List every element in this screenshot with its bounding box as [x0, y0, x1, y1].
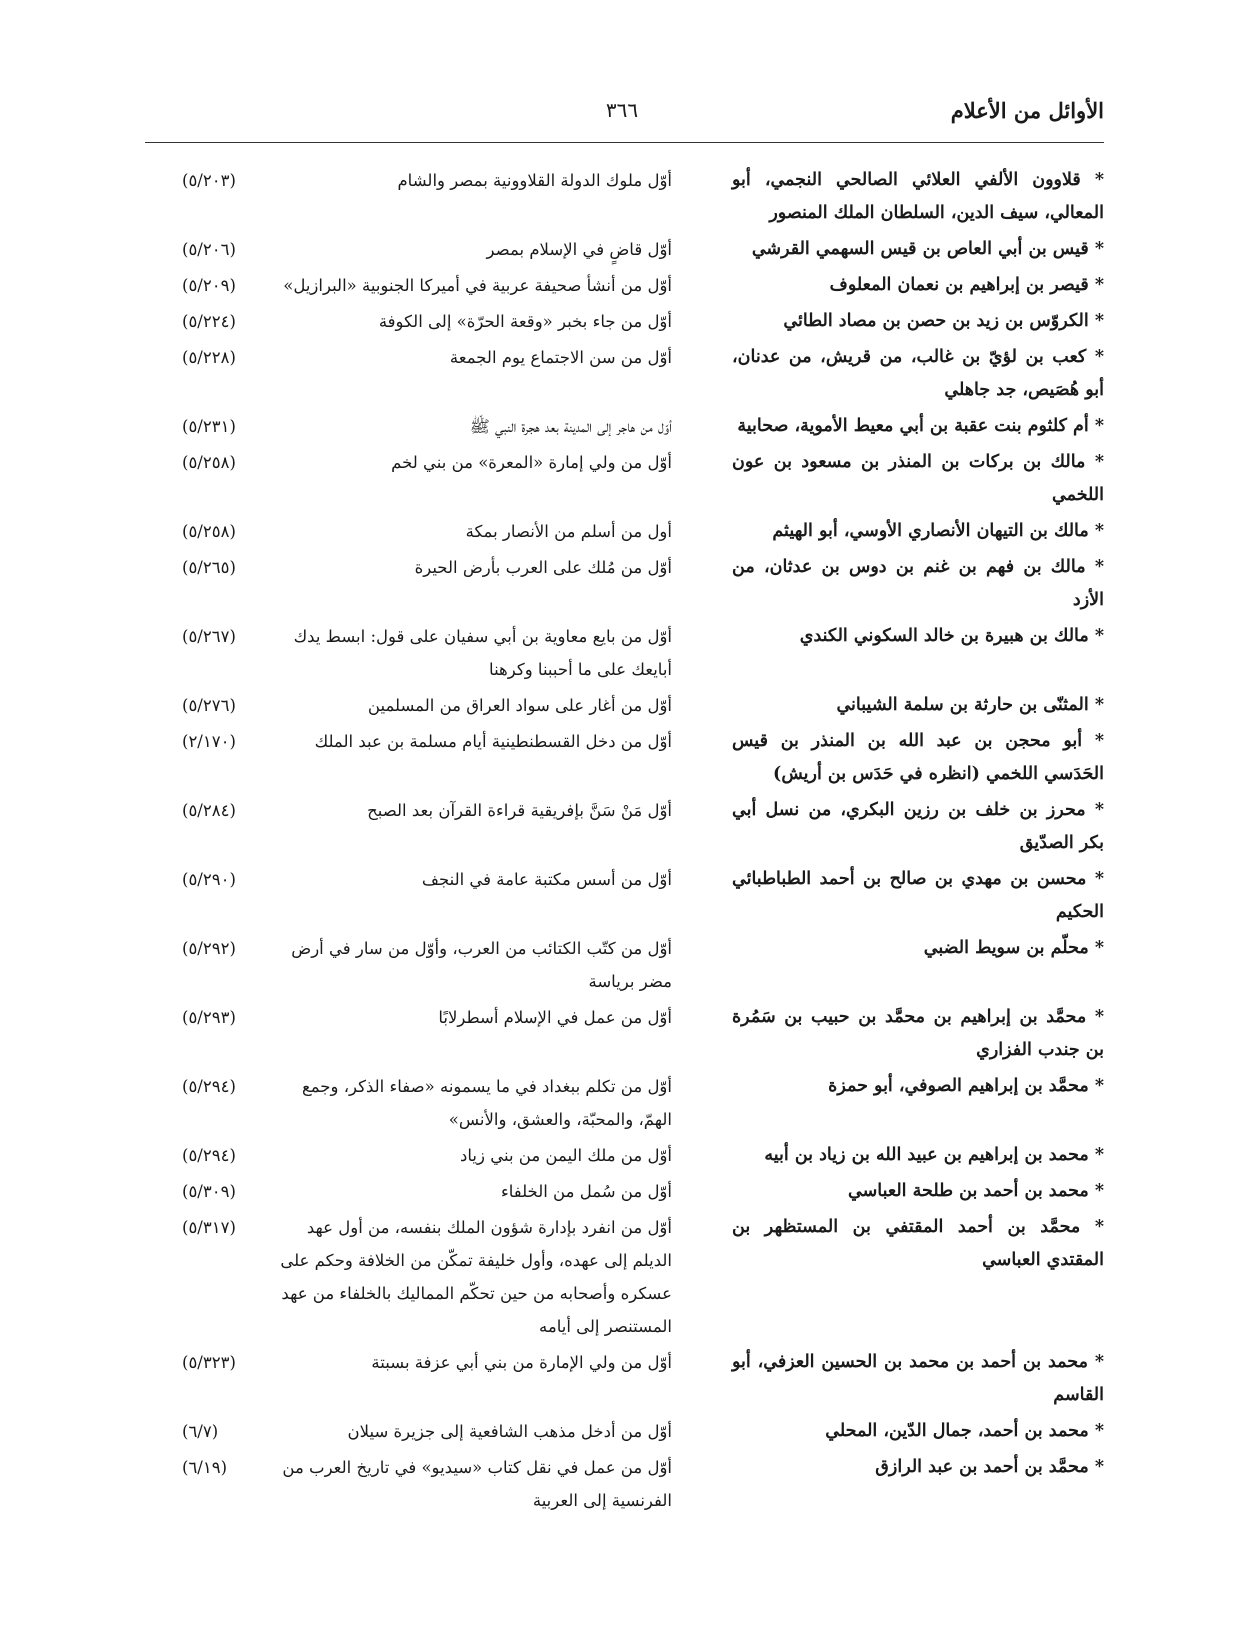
entry-first-achievement: أوّل من عمل في الإسلام أسطرلابًا [438, 1008, 672, 1027]
entry-first-achievement: أوّل ملوك الدولة القلاوونية بمصر والشام [397, 171, 672, 190]
entry-name: * محمَّد بن أحمد بن عبد الرازق [875, 1457, 1104, 1477]
entry-first-achievement: أوّل من تكلم ببغداد في ما يسمونه «صفاء الذكر، وجمع الهمّ، والمحبّة، والعشق، والأنس» [301, 1077, 672, 1129]
entry-reference: (٥/٣١٧) [182, 1218, 236, 1237]
running-title: الأوائل من الأعلام [950, 98, 1104, 123]
entry-row [142, 620, 1104, 686]
page-header [140, 92, 1104, 132]
entry-first-achievement: أوّل من سُمل من الخلفاء [500, 1182, 672, 1201]
entry-reference: (٥/٢٣١) [182, 417, 236, 436]
entry-row [142, 305, 1104, 338]
entry-name: * مالك بن التيهان الأنصاري الأوسي، أبو الهيثم [772, 521, 1104, 541]
entry-reference: (٥/٢٩٢) [182, 939, 236, 958]
entry-row [142, 1211, 1104, 1343]
entry-first-achievement: أوّل مَنْ سَنَّ بإفريقية قراءة القرآن بعد الصبح [367, 801, 672, 820]
entry-first-achievement: أوّل من سن الاجتماع يوم الجمعة [449, 348, 672, 367]
entry-name: * محمَّد بن أحمد المقتفي بن المستظهر بن المقتدي العباسي [732, 1217, 1104, 1270]
entry-first-achievement: أوّل قاضٍ في الإسلام بمصر [486, 240, 672, 259]
entry-name: * محمَّد بن إبراهيم بن محمَّد بن حبيب بن سَمُرة بن جندب الفزاري [732, 1007, 1104, 1060]
entry-first-achievement: أوّل من ولي الإمارة من بني أبي عزفة بسبتة [371, 1353, 672, 1372]
entry-row [142, 1415, 1104, 1448]
entry-row [142, 164, 1104, 230]
header-rule [145, 142, 1104, 143]
entry-reference: (٢/١٧٠) [182, 732, 236, 751]
entry-row [142, 269, 1104, 302]
entry-row [142, 932, 1104, 998]
entry-reference: (٥/٢٥٨) [182, 453, 236, 472]
entry-name: * محسن بن مهدي بن صالح بن أحمد الطباطبائي الحكيم [732, 869, 1104, 922]
entry-first-achievement: أوّل من ولي إمارة «المعرة» من بني لخم [391, 453, 672, 472]
entry-first-achievement: أوّل من جاء بخبر «وقعة الحرّة» إلى الكوفة [378, 312, 672, 331]
entry-row [142, 410, 1104, 443]
entry-first-achievement: أوّل من دخل القسطنطينية أيام مسلمة بن عبد الملك [314, 732, 672, 751]
entry-first-achievement: أوّل من انفرد بإدارة شؤون الملك بنفسه، من أول عهد الديلم إلى عهده، وأول خليفة تمكّن من الخلافة وحكم على عسكره وأصحابه من حين تحكّم المماليك بالخلفاء من عهد المستنصر إلى أيامه [280, 1218, 672, 1336]
entry-row [142, 551, 1104, 617]
entry-first-achievement: أوّل من بايع معاوية بن أبي سفيان على قول: ابسط يدك أبايعك على ما أحببنا وكرهنا [293, 627, 672, 679]
entry-reference: (٥/٣٢٣) [182, 1353, 236, 1372]
entry-first-achievement: أوّل من أغار على سواد العراق من المسلمين [367, 696, 672, 715]
entry-first-achievement: أوّل من كتّب الكتائب من العرب، وأوّل من سار في أرض مضر برياسة [291, 939, 672, 991]
entry-row [142, 233, 1104, 266]
entry-reference: (٥/٢٩٤) [182, 1146, 236, 1165]
entry-row [142, 863, 1104, 929]
entry-first-achievement: أوّل من مُلك على العرب بأرض الحيرة [414, 558, 672, 577]
entry-reference: (٥/٢٠٦) [182, 240, 236, 259]
entry-name: * أم كلثوم بنت عقبة بن أبي معيط الأموية، صحابية [737, 416, 1104, 436]
entry-reference: (٥/٢٧٦) [182, 696, 236, 715]
entry-name: * مالك بن فهم بن غنم بن دوس بن عدثان، من الأزد [732, 557, 1104, 610]
entry-row [142, 794, 1104, 860]
entry-row [142, 1175, 1104, 1208]
entry-reference: (٥/٢٢٨) [182, 348, 236, 367]
entry-row [142, 689, 1104, 722]
entry-name: * محلّم بن سويط الضبي [923, 938, 1104, 958]
entry-reference: (٥/٣٠٩) [182, 1182, 236, 1201]
entry-name: * محمد بن أحمد بن محمد بن الحسين العزفي، أبو القاسم [732, 1352, 1104, 1405]
entry-reference: (٥/٢٢٤) [182, 312, 236, 331]
entry-row [142, 1346, 1104, 1412]
entry-first-achievement: أوّل من أدخل مذهب الشافعية إلى جزيرة سيلان [347, 1422, 672, 1441]
entry-reference: (٥/٢٠٣) [182, 171, 236, 190]
entry-reference: (٥/٢٩٣) [182, 1008, 236, 1027]
entry-name: * قلاوون الألفي العلائي الصالحي النجمي، أبو المعالي، سيف الدين، السلطان الملك المنصور [732, 170, 1104, 223]
page-number: ٣٦٦ [605, 98, 639, 122]
entry-name: * مالك بن هبيرة بن خالد السكوني الكندي [799, 626, 1104, 646]
entry-row [142, 1001, 1104, 1067]
entry-first-achievement: أوّل من ملك اليمن من بني زياد [460, 1146, 672, 1165]
entry-row [142, 725, 1104, 791]
entry-first-achievement: أوّل من أسس مكتبة عامة في النجف [421, 870, 672, 889]
entry-name: * قيصر بن إبراهيم بن نعمان المعلوف [829, 275, 1104, 295]
entry-reference: (٦/١٩) [182, 1458, 228, 1477]
entry-row [142, 446, 1104, 512]
entry-reference: (٥/٢٨٤) [182, 801, 236, 820]
entry-row [142, 1070, 1104, 1136]
entry-name: * الكروّس بن زيد بن حصن بن مصاد الطائي [783, 311, 1104, 331]
entry-first-achievement: أوّل من أنشأ صحيفة عربية في أميركا الجنوبية «البرازيل» [283, 276, 672, 295]
entry-reference: (٥/٢٦٧) [182, 627, 236, 646]
entry-name: * كعب بن لؤيّ بن غالب، من قريش، من عدنان، أبو هُصَيص، جد جاهلي [732, 347, 1104, 400]
entry-reference: (٦/٧) [182, 1422, 219, 1441]
entry-name: * محمد بن أحمد بن طلحة العباسي [848, 1181, 1104, 1201]
entry-name: * مالك بن بركات بن المنذر بن مسعود بن عون اللخمي [732, 452, 1104, 505]
entry-name: * قيس بن أبي العاص بن قيس السهمي القرشي [751, 239, 1104, 259]
entry-name: * أبو محجن بن عبد الله بن المنذر بن قيس الحَدَسي اللخمي (انظره في حَدَس بن أريش) [732, 731, 1104, 784]
entry-name: * محمد بن أحمد، جمال الدّين، المحلي [825, 1421, 1104, 1441]
entry-first-achievement: أول من أسلم من الأنصار بمكة [465, 522, 672, 541]
entry-reference: (٥/٢٩٠) [182, 870, 236, 889]
entry-reference: (٥/٢٥٨) [182, 522, 236, 541]
entry-name: * المثنّى بن حارثة بن سلمة الشيباني [836, 695, 1104, 715]
entry-reference: (٥/٢٠٩) [182, 276, 236, 295]
entry-first-achievement: أوّل من هاجر إلى المدينة بعد هجرة النبي ﷺ [469, 417, 672, 436]
entry-name: * محمد بن إبراهيم بن عبيد الله بن زياد بن أبيه [764, 1145, 1104, 1165]
entry-row [142, 341, 1104, 407]
entry-row [142, 1139, 1104, 1172]
entry-first-achievement: أوّل من عمل في نقل كتاب «سيديو» في تاريخ العرب من الفرنسية إلى العربية [282, 1458, 672, 1510]
entry-name: * محرز بن خلف بن رزين البكري، من نسل أبي بكر الصدّيق [732, 800, 1104, 853]
entries-list [142, 164, 1104, 1520]
entry-row [142, 515, 1104, 548]
entry-name: * محمَّد بن إبراهيم الصوفي، أبو حمزة [828, 1076, 1104, 1096]
entry-row [142, 1451, 1104, 1517]
entry-reference: (٥/٢٩٤) [182, 1077, 236, 1096]
entry-reference: (٥/٢٦٥) [182, 558, 236, 577]
